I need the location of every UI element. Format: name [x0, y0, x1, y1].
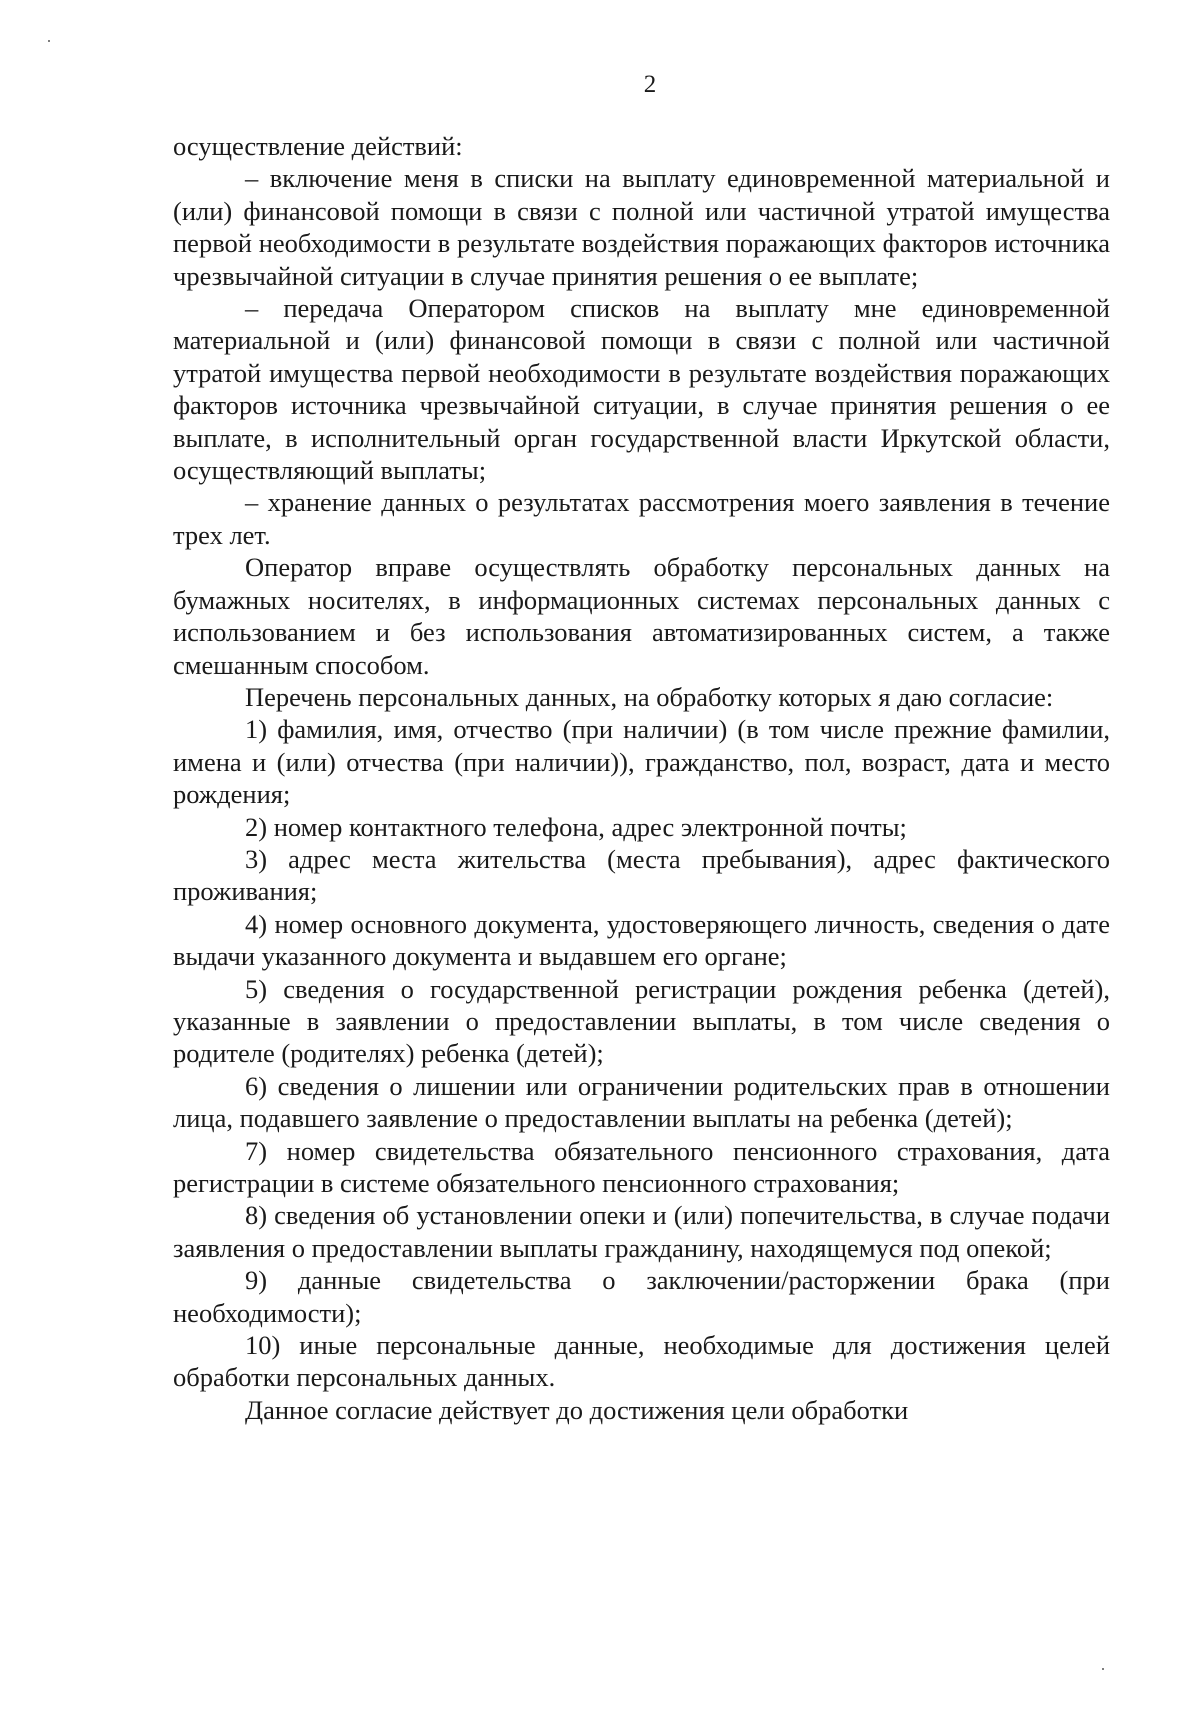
paragraph-intro: осуществление действий: — [173, 131, 463, 161]
paragraph-numbered-item: 9) данные свидетельства о заключении/расторжении брака (при необходимости); — [173, 1265, 1110, 1328]
paragraph-numbered-item: 8) сведения об установлении опеки и (или) попечительства, в случае подачи заявления о предоставлении выплаты гражданину, находящемуся под опекой; — [173, 1200, 1110, 1263]
paragraph-closing: Данное согласие действует до достижения цели обработки — [245, 1394, 909, 1425]
paragraph-numbered-item: 1) фамилия, имя, отчество (при наличии) (в том числе прежние фамилии, имена и (или) отчества (при наличии)), гражданство, пол, возраст, дата и место рождения; — [173, 714, 1110, 810]
paragraph-list-item: – хранение данных о результатах рассмотрения моего заявления в течение трех лет. — [173, 487, 1110, 550]
paragraph-numbered-item: 6) сведения о лишении или ограничении родительских прав в отношении лица, подавшего заявление о предоставлении выплаты на ребенка (детей); — [173, 1070, 1110, 1134]
scan-speck — [48, 40, 50, 42]
paragraph: Оператор вправе осуществлять обработку персональных данных на бумажных носителях, в информационных системах персональных данных с использованием и без использования автоматизированных систем, а также смешанным способом. — [173, 552, 1110, 680]
paragraph-numbered-item: 7) номер свидетельства обязательного пенсионного страхования, дата регистрации в системе обязательного пенсионного страхования; — [173, 1135, 1110, 1198]
paragraph-numbered-item: 2) номер контактного телефона, адрес электронной почты; — [245, 811, 907, 842]
document-body — [173, 130, 1110, 1426]
paragraph: Перечень персональных данных, на обработку которых я даю согласие: — [245, 681, 1054, 712]
scan-speck — [1102, 1668, 1104, 1670]
paragraph-numbered-item: 3) адрес места жительства (места пребывания), адрес фактического проживания; — [173, 843, 1110, 907]
paragraph-list-item: – включение меня в списки на выплату единовременной материальной и (или) финансовой помощи в связи с полной или частичной утратой имущества первой необходимости в результате воздействия поражающих факторов источника чрезвычайной ситуации в случае принятия решения о ее выплате; — [173, 163, 1110, 291]
page-number: 2 — [643, 71, 657, 98]
paragraph-numbered-item: 10) иные персональные данные, необходимые для достижения целей обработки персональных данных. — [173, 1330, 1110, 1393]
paragraph-numbered-item: 5) сведения о государственной регистрации рождения ребенка (детей), указанные в заявлении о предоставлении выплаты, в том числе сведения о родителе (родителях) ребенка (детей); — [173, 973, 1110, 1069]
paragraph-list-item: – передача Оператором списков на выплату мне единовременной материальной и (или) финансовой помощи в связи с полной или частичной утратой имущества первой необходимости в результате воздействия поражающих факторов источника чрезвычайной ситуации, в случае принятия решения о ее выплате, в исполнительный орган государственной власти Иркутской области, осуществляющий выплаты; — [173, 293, 1110, 486]
paragraph-numbered-item: 4) номер основного документа, удостоверяющего личность, сведения о дате выдачи указанного документа и выдавшем его органе; — [173, 908, 1110, 972]
